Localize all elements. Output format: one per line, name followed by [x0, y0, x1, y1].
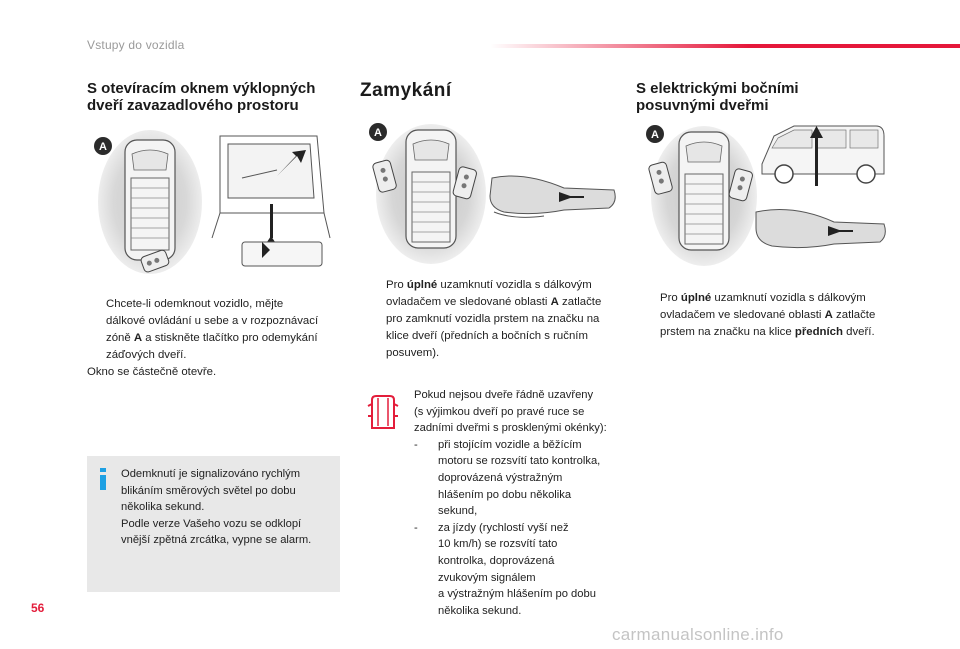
page-number: 56: [31, 601, 45, 615]
info-icon: [99, 468, 107, 490]
header-accent-bar: [490, 44, 960, 48]
warning-text: Pokud nejsou dveře řádně uzavřeny (s výjimkou dveří po pravé ruce se zadními dveřmi s prosklenými okénky): - při stojícím vozidle a běžícím motoru se rozsvítí tato kontrolka, doprovázená výstražným hlášením po dobu několika sekund, - za jízdy (rychlostí vyší než 10 km/h) se rozsvítí tato kontrolka, doprovázená zvukovým signálem a výstražným hlášením po dobu několika sekund.: [414, 387, 624, 619]
right-section-title: S elektrickými bočními posuvnými dveřmi: [636, 80, 799, 114]
svg-text:A: A: [651, 129, 659, 141]
left-instructions: Chcete-li odemknout vozidlo, mějte dálkové ovládání u sebe a v rozpoznávací zóně A a stiskněte tlačítko pro odemykání záďových dveří. Okno se částečně otevře.: [87, 296, 347, 381]
section-header: Vstupy do vozidla: [87, 38, 185, 52]
left-illustration: [92, 118, 342, 288]
warning-item-2: - za jízdy (rychlostí vyší než 10 km/h) se rozsvítí tato kontrolka, doprovázená zvukovým signálem a výstražným hlášením po dobu několika sekund.: [414, 521, 596, 617]
middle-illustration: [364, 116, 620, 266]
left-section-title: S otevíracím oknem výklopných dveří zavazadlového prostoru: [87, 80, 316, 114]
left-note: Okno se částečně otevře.: [87, 366, 217, 378]
middle-instructions: Pro úplné uzamknutí vozidla s dálkovým ovladačem ve sledované oblasti A zatlačte pro zamknutí vozidla prstem na značku na klice dveří (předních a bočních s ručním posuvem).: [386, 279, 602, 359]
callout-a: A: [99, 141, 107, 153]
watermark: carmanualsonline.info: [612, 625, 784, 644]
warning-item-1: - při stojícím vozidle a běžícím motoru se rozsvítí tato kontrolka, doprovázená výstražným hlášením po dobu několika sekund,: [414, 438, 601, 518]
svg-text:A: A: [374, 127, 382, 139]
info-text: Odemknutí je signalizováno rychlým blikáním směrových světel po dobu několika sekund. Podle verze Vašeho vozu se odklopí vnější zpětná zrcátka, vypne se alarm.: [121, 468, 312, 546]
right-instructions: Pro úplné uzamknutí vozidla s dálkovým ovladačem ve sledované oblasti A zatlačte prstem na značku na klice předních dveří.: [660, 292, 876, 338]
door-warning-icon: [366, 392, 400, 432]
right-illustration: [644, 118, 890, 268]
middle-section-title: Zamykání: [360, 80, 452, 101]
